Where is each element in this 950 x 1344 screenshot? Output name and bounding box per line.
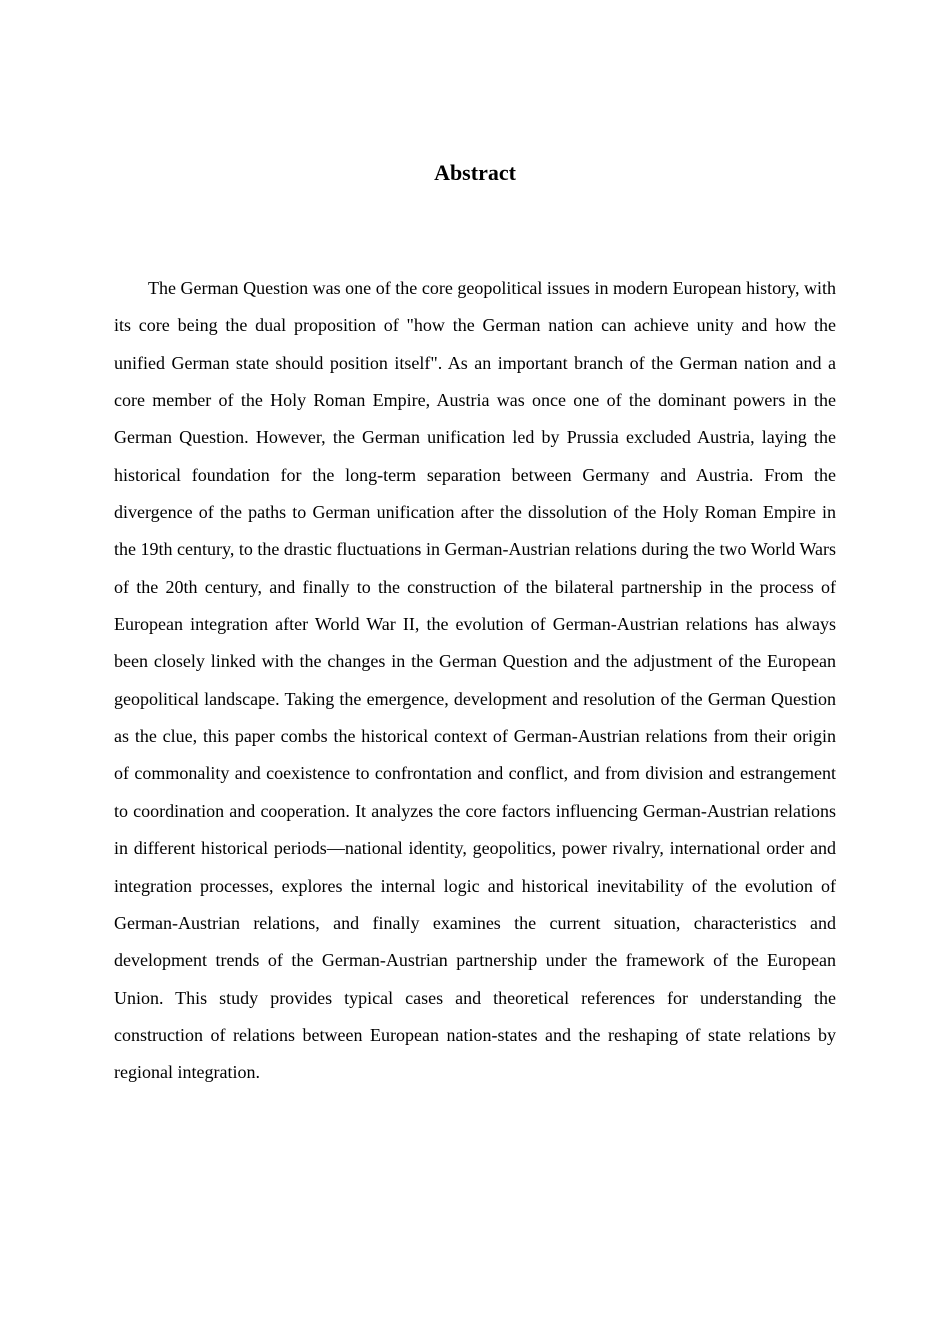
- abstract-paragraph: The German Question was one of the core geopolitical issues in modern European history, with its core being the dual proposition of "how the German nation can achieve unity and how the unified German state should position itself". As an important branch of the German nation and a core member of the Holy Roman Empire, Austria was once one of the dominant powers in the German Question. However, the German unification led by Prussia excluded Austria, laying the historical foundation for the long-term separation between Germany and Austria. From the divergence of the paths to German unification after the dissolution of the Holy Roman Empire in the 19th century, to the drastic fluctuations in German-Austrian relations during the two World Wars of the 20th century, and finally to the construction of the bilateral partnership in the process of European integration after World War II, the evolution of German-Austrian relations has always been closely linked with the changes in the German Question and the adjustment of the European geopolitical landscape. Taking the emergence, development and resolution of the German Question as the clue, this paper combs the historical context of German-Austrian relations from their origin of commonality and coexistence to confrontation and conflict, and from division and estrangement to coordination and cooperation. It analyzes the core factors influencing German-Austrian relations in different historical periods—national identity, geopolitics, power rivalry, international order and integration processes, explores the internal logic and historical inevitability of the evolution of German-Austrian relations, and finally examines the current situation, characteristics and development trends of the German-Austrian partnership under the framework of the European Union. This study provides typical cases and theoretical references for understanding the construction of relations between European nation-states and the reshaping of state relations by regional integration.: [114, 278, 836, 1083]
- page-title: Abstract: [434, 160, 516, 185]
